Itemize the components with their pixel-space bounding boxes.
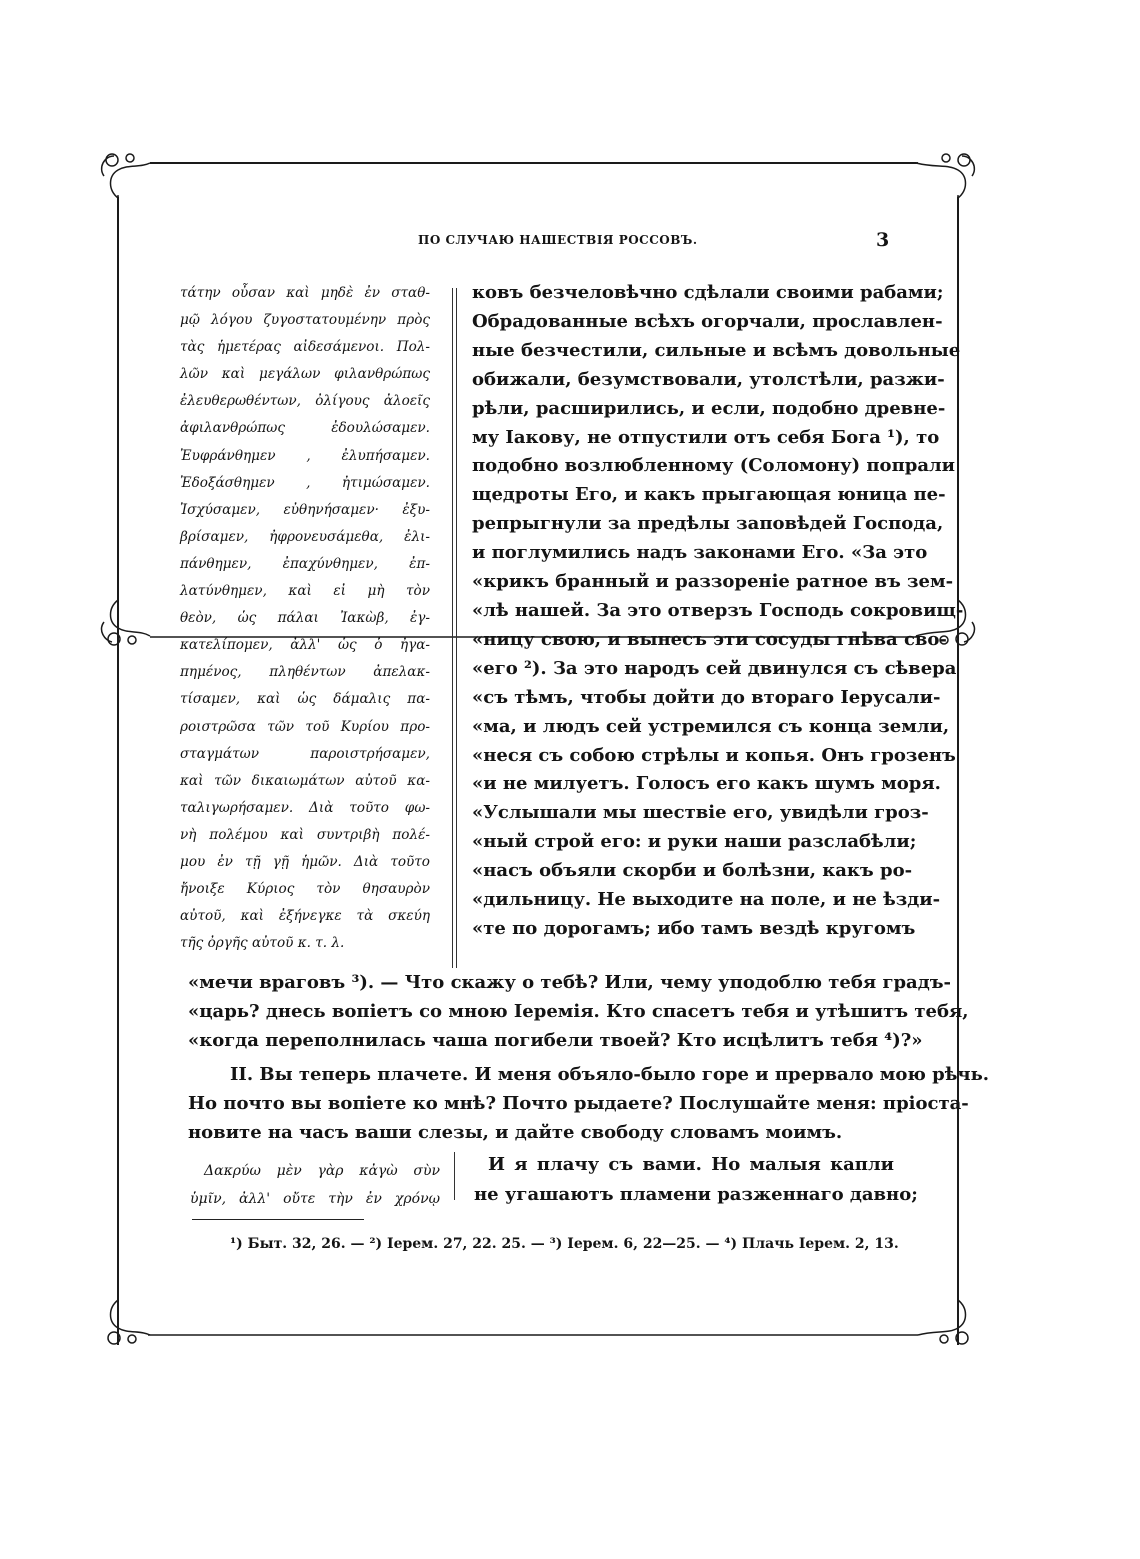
greek-line: λῶν καὶ μεγάλων φιλανθρώπως	[180, 366, 430, 383]
russian-line: «ницу свою, и вынесъ эти сосуды гнѣва сво-	[472, 628, 947, 650]
full-line: «мечи враговъ ³). — Что скажу о тебѣ? Или, чему уподоблю тебя градъ-	[188, 972, 951, 993]
russian-line: «и не милуетъ. Голосъ его какъ шумъ моря.	[472, 773, 941, 795]
column-divider-bottom	[454, 1152, 455, 1200]
greek-line: τάτην οὖσαν καὶ μηδὲ ἐν σταθ-	[180, 285, 430, 301]
russian-line: «ный строй его: и руки наши разслабѣли;	[472, 831, 917, 853]
greek-column	[180, 280, 430, 957]
russian-line: «насъ объяли скорби и болѣзни, какъ ро-	[472, 860, 913, 882]
russian-line: «неся съ собою стрѣлы и копья. Онъ грозенъ	[472, 744, 956, 766]
greek-line: κατελίπομεν, ἀλλ' ὡς ὁ ἠγα-	[180, 637, 430, 654]
greek-line: πημένος, πληθέντων ἀπελακ-	[180, 664, 430, 681]
paragraph-line: новите на часъ ваши слезы, и дайте свободу словамъ моимъ.	[188, 1122, 843, 1144]
greek-line: ταλιγωρήσαμεν. Διὰ τοῦτο φω-	[180, 799, 430, 816]
greek-line: ὑμῖν, ἀλλ' οὔτε τὴν ἐν χρόνῳ	[190, 1190, 440, 1207]
greek-line: ἀφιλανθρώπως ἐδουλώσαμεν.	[180, 420, 430, 437]
russian-line: «ма, и людъ сей устремился съ конца земли,	[472, 715, 950, 737]
page-number: 3	[876, 229, 890, 251]
russian-line: «съ тѣмъ, чтобы дойти до втораго Іерусали-	[472, 686, 941, 708]
russian-line: И я плачу съ вами. Но малыя капли	[488, 1154, 894, 1175]
paragraph-line: II. Вы теперь плачете. И меня объяло-было горе и прервало мою рѣчь.	[230, 1063, 990, 1085]
greek-line: θεὸν, ὡς πάλαι Ἰακὼβ, ἐγ-	[180, 610, 430, 627]
footnote-rule	[192, 1219, 364, 1220]
russian-line: ковъ безчеловѣчно сдѣлали своими рабами;	[472, 282, 944, 303]
greek-line: τὰς ἡμετέρας αἰδεσάμενοι. Πολ-	[180, 339, 430, 356]
greek-line: βρίσαμεν, ἠφρονευσάμεθα, ἐλι-	[180, 528, 430, 545]
russian-line: «лѣ нашей. За это отверзъ Господь сокровищ-	[472, 599, 964, 621]
column-divider-inner	[456, 288, 457, 968]
column-divider	[452, 288, 453, 968]
russian-line: «дильницу. Не выходите на поле, и не ѣзди-	[472, 889, 941, 911]
russian-column	[472, 279, 964, 944]
russian-line: щедроты Его, и какъ прыгающая юница пе-	[472, 484, 946, 506]
russian-line: му Іакову, не отпустили отъ себя Бога ¹), то	[472, 426, 940, 448]
greek-line: Ἐυφράνθημεν , ἐλυπήσαμεν.	[180, 447, 430, 464]
russian-line: «его ²). За это народъ сей двинулся съ сѣвера	[472, 657, 957, 679]
russian-line: не угашаютъ пламени разженнаго давно;	[474, 1183, 918, 1205]
greek-line: σταγμάτων παροιστρήσαμεν,	[180, 745, 430, 762]
footnotes: ¹) Быт. 32, 26. — ²) Iерем. 27, 22. 25. — ³) Iерем. 6, 22—25. — ⁴) Плачь Iерем. 2, 13.	[230, 1236, 899, 1252]
greek-bottom	[190, 1158, 440, 1213]
greek-line: πάνθημεν, ἐπαχύνθημεν, ἐπ-	[180, 555, 430, 572]
greek-line: μου ἐν τῇ γῇ ἡμῶν. Διὰ τοῦτο	[180, 853, 430, 870]
russian-line: подобно возлюбленному (Соломону) попрали	[472, 455, 956, 477]
greek-line: Ἰσχύσαμεν, εὐθηνήσαμεν· ἐξυ-	[180, 501, 430, 518]
greek-line: τῆς ὀργῆς αὐτοῦ κ. τ. λ.	[180, 935, 345, 952]
russian-line: рѣли, расширились, и если, подобно древне-	[472, 397, 946, 419]
full-width-text	[188, 968, 990, 1147]
russian-line: «те по дорогамъ; ибо тамъ вездѣ кругомъ	[472, 917, 916, 939]
full-line: «царь? днесь вопіетъ со мною Іеремія. Кто спасетъ тебя и утѣшитъ тебя,	[188, 1001, 969, 1023]
greek-line: ἤνοιξε Κύριος τὸν θησαυρὸν	[180, 881, 430, 898]
russian-line: репрыгнули за предѣлы заповѣдей Господа,	[472, 513, 944, 535]
greek-line: λατύνθημεν, καὶ εἰ μὴ τὸν	[180, 583, 430, 600]
greek-line: τίσαμεν, καὶ ὡς δάμαλις πα-	[180, 691, 430, 708]
russian-line: обижали, безумствовали, утолстѣли, разжи-	[472, 368, 945, 390]
full-line: «когда переполнилась чаша погибели твоей? Кто исцѣлитъ тебя ⁴)?»	[188, 1030, 923, 1052]
russian-line: Обрадованные всѣхъ огорчали, прославлен-	[472, 310, 943, 332]
greek-line: αὐτοῦ, καὶ ἐξήνεγκε τὰ σκεύη	[180, 908, 430, 925]
paragraph-line: Но почто вы вопіете ко мнѣ? Почто рыдаете? Послушайте меня: пріоста-	[188, 1092, 969, 1114]
greek-line: μῷ λόγου ζυγοστατουμένην πρὸς	[180, 312, 430, 329]
russian-line: «крикъ бранный и раззореніе ратное въ зем-	[472, 571, 954, 593]
greek-line: νὴ πολέμου καὶ συντριβὴ πολέ-	[180, 826, 430, 843]
greek-line: καὶ τῶν δικαιωμάτων αὐτοῦ κα-	[180, 772, 430, 789]
running-title: ПО СЛУЧАЮ НАШЕСТВІЯ РОССОВЪ.	[418, 233, 698, 247]
greek-line: ἐλευθερωθέντων, ὀλίγους ἀλοεῖς	[180, 393, 430, 410]
russian-line: и поглумились надъ законами Его. «За это	[472, 542, 928, 564]
greek-line: Δακρύω μὲν γὰρ κἀγὼ σὺν	[204, 1163, 440, 1179]
greek-line: ροιστρῶσα τῶν τοῦ Κυρίου προ-	[180, 718, 430, 735]
greek-line: Ἐδοξάσθημεν , ἠτιμώσαμεν.	[180, 474, 430, 491]
russian-bottom	[474, 1150, 918, 1209]
russian-line: ные безчестили, сильные и всѣмъ довольные	[472, 339, 961, 361]
russian-line: «Услышали мы шествіе его, увидѣли гроз-	[472, 802, 929, 824]
